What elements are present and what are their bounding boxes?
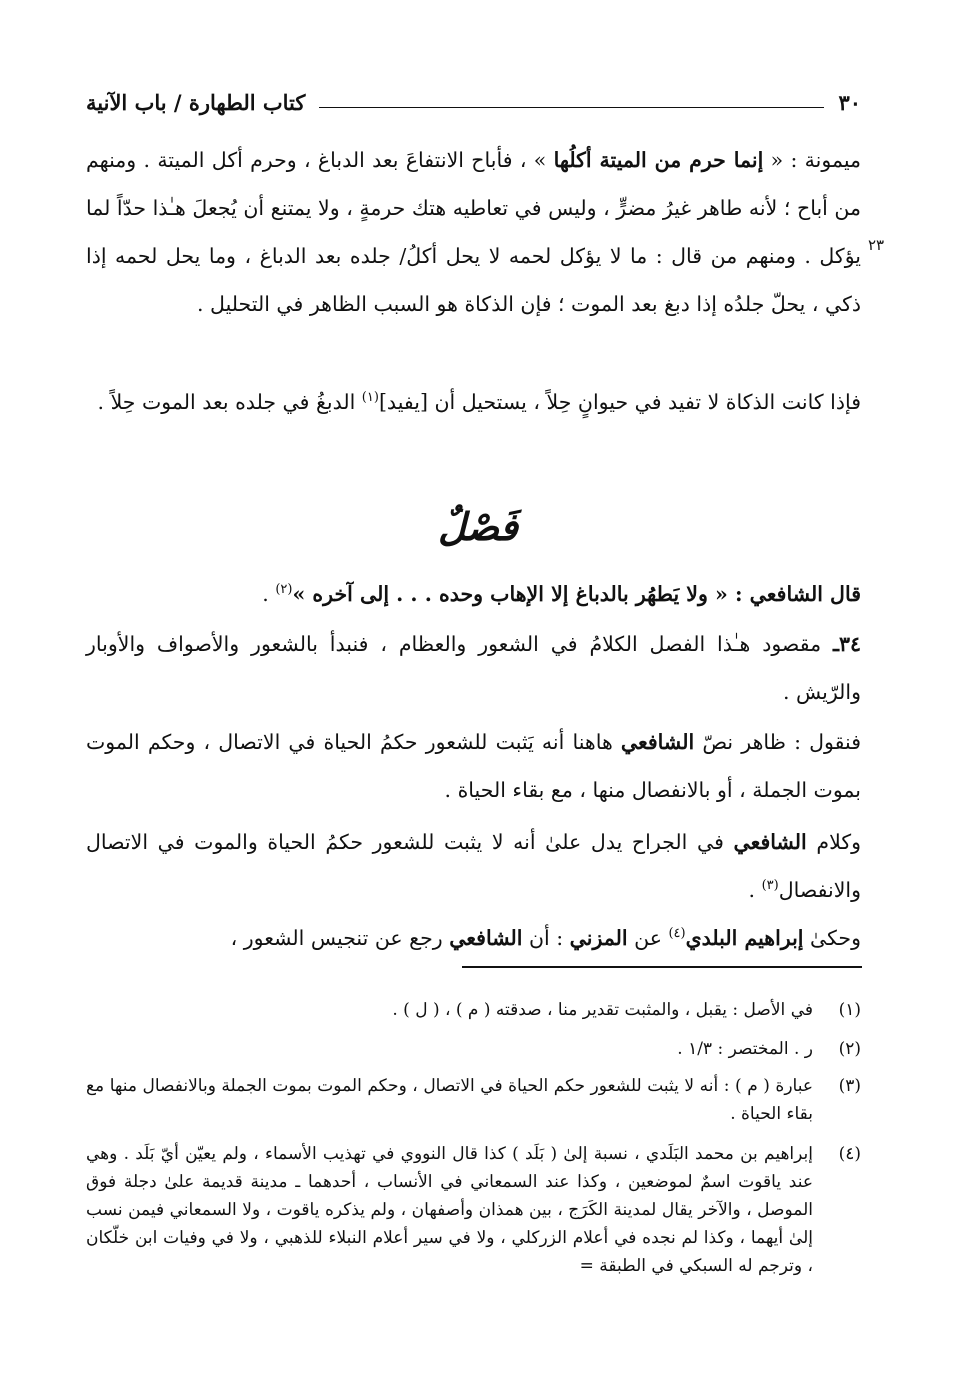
margin-manuscript-ref: ٢٣ xyxy=(868,236,885,254)
section-heading-fasl xyxy=(400,496,556,556)
p1-pre: ميمونة : « xyxy=(763,148,861,172)
paragraph-1 xyxy=(86,136,861,328)
paragraph-6 xyxy=(86,818,861,914)
p2-pre: فإذا كانت الذكاة لا تفيد في حيوانٍ حِلاً ، يستحيل أن [يفيد] xyxy=(378,390,861,414)
p5-post: هاهنا أنه يَثبت للشعور حكمُ الحياة في الاتصال ، وحكم الموت بموت الجملة ، أو بالانفصال منها ، مع بقاء الحياة . xyxy=(86,730,861,802)
p3-shafii-quote: قال الشافعي : « ولا يَطهُر بالدباغ إلا الإهاب وحده . . . إلى آخره » xyxy=(292,582,861,606)
p6-pre: وكلام xyxy=(806,830,861,854)
footnote-marker: (٢) xyxy=(838,1039,861,1059)
paragraph-2 xyxy=(86,378,861,426)
paragraph-5 xyxy=(86,718,861,814)
footnote-ref-3[interactable]: (٣) xyxy=(761,878,779,894)
paragraph-3 xyxy=(86,570,861,618)
footnote-2 xyxy=(86,1035,861,1063)
header-rule xyxy=(319,107,824,108)
p5-pre: فنقول : ظاهر نصّ xyxy=(694,730,861,754)
footnote-ref-2[interactable]: (٢) xyxy=(275,582,293,598)
p5-name-shafii: الشافعي xyxy=(620,730,695,754)
p7-mid1: عن xyxy=(627,926,669,950)
p7-name-baladi: إبراهيم البلدي xyxy=(685,926,804,950)
p7-name-muzani: المزني xyxy=(569,926,628,950)
p6-mid: في الجراح يدل علىٰ أنه لا يثبت للشعور حكمُ الحياة والموت في الاتصال والانفصال xyxy=(86,830,861,902)
footnote-text: في الأصل : يقبل ، والمثبت تقدير منا ، صدقته ( م ) ، ( ل ) . xyxy=(392,1000,813,1020)
footnote-marker: (٤) xyxy=(838,1144,861,1164)
footnote-text: ر . المختصر : ١/٣ . xyxy=(677,1039,813,1059)
running-title: كتاب الطهارة / باب الآنية xyxy=(86,89,306,115)
footnote-text: إبراهيم بن محمد البَلَدي ، نسبة إلىٰ ( بَلَد ) كذا قال النووي في تهذيب الأسماء ، ولم يعيّن أيّ بَلَد . وهي عند ياقوت اسمٌ لموضعين ، وكذا عند السمعاني في الأنساب ، أحدهما ـ مدينة قديمة علىٰ دجلة فوق الموصل ، والآخر يقال لمدينة الكَرَج ، بين همذان وأصفهان ، ولم يذكره ياقوت ، ولا السمعاني فيمن نسب إلىٰ أيهما ، وكذا لم نجده في أعلام الزركلي ، ولا في سير أعلام النبلاء للذهبي ، ولا في وفيات ابن خلّكان ، وترجم له السبكي في الطبقة = xyxy=(86,1144,813,1276)
p1-post: » ، فأباح الانتفاعَ بعد الدباغ ، وحرم أكل الميتة . ومنهم من أباح ؛ لأنه طاهر غيرُ مضرٍّ ، وليس في تعاطيه هتك حرمةٍ ، ولا يمتنع أن يُجعلَ هـٰذا حدّاً لما يؤكل . ومنهم من قال : ما لا يؤكل لحمه لا يحل أكلُ/ جلده بعد الدباغ ، وما يحل لحمه إذا ذكي ، يحلّ جلدُه إذا دبغ بعد الموت ؛ فإن الذكاة هو السبب الظاهر في التحليل . xyxy=(86,148,861,316)
p7-pre: وحكىٰ xyxy=(803,926,861,950)
paragraph-7 xyxy=(86,914,861,962)
fasl-calligraphy: فَصْلٌ xyxy=(438,503,518,549)
p7-name-shafii: الشافعي xyxy=(449,926,523,950)
footnote-1 xyxy=(86,996,861,1024)
p2-post: الدبغُ في جلده بعد الموت حِلاً . xyxy=(97,390,362,414)
page-number: ٣٠ xyxy=(838,89,861,115)
paragraph-number: ٣٤ـ xyxy=(832,632,861,656)
p4-text: مقصود هـٰذا الفصل الكلامُ في الشعور والعظام ، فنبدأ بالشعور والأصواف والأوبار والرّيش . xyxy=(86,632,861,704)
footnote-marker: (١) xyxy=(838,1000,861,1020)
footnote-ref-4[interactable]: (٤) xyxy=(668,926,686,942)
p6-post: . xyxy=(748,878,762,902)
footnote-3 xyxy=(86,1072,861,1128)
p7-post: رجع عن تنجيس الشعور ، xyxy=(230,926,450,950)
footnote-text: عبارة ( م ) : أنه لا يثبت للشعور حكم الحياة في الاتصال ، وحكم الموت بموت الجملة وبالانفصال منها مع بقاء الحياة . xyxy=(86,1076,813,1124)
footnote-separator xyxy=(462,966,862,968)
footnote-ref-1[interactable]: (١) xyxy=(361,390,379,406)
footnote-4 xyxy=(86,1140,861,1280)
footnote-marker: (٣) xyxy=(838,1076,861,1096)
p3-post: . xyxy=(262,582,276,606)
p6-name-shafii: الشافعي xyxy=(733,830,807,854)
p7-mid2: : أن xyxy=(522,926,570,950)
paragraph-4 xyxy=(86,620,861,716)
running-header xyxy=(86,84,861,120)
p1-hadith-quote: إنما حرم من الميتة أكلُها xyxy=(553,148,764,172)
